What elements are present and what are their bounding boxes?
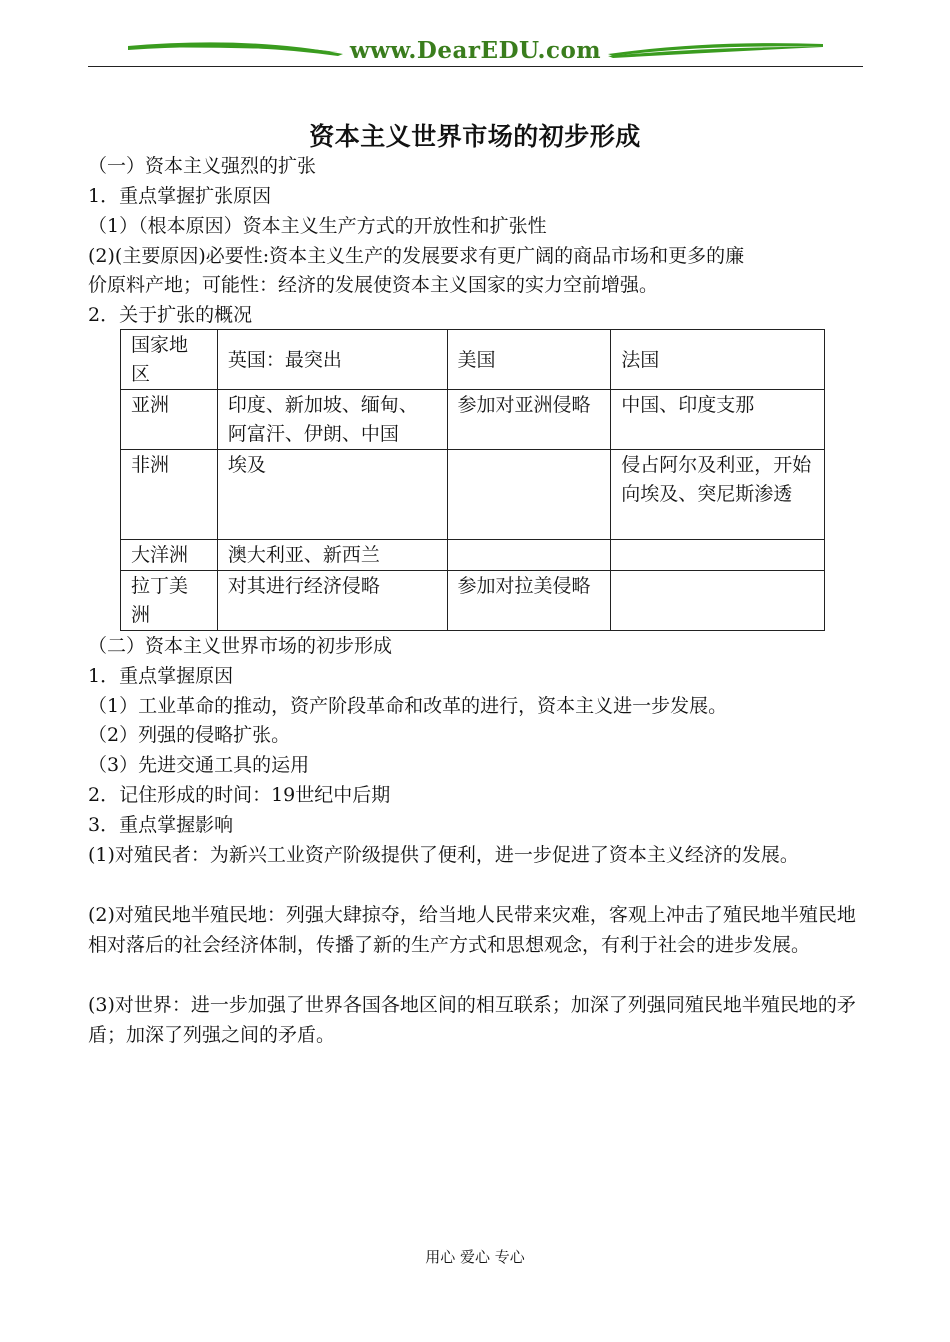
table-cell: 中国、印度支那 [611, 390, 825, 450]
section1-item1-1: （1）（根本原因）资本主义生产方式的开放性和扩张性 [88, 215, 547, 237]
section1-item1-2-line1: (2)(主要原因)必要性:资本主义生产的发展要求有更广阔的商品市场和更多的廉 [88, 245, 745, 267]
effect-colonizers: (1)对殖民者：为新兴工业资产阶级提供了便利，进一步促进了资本主义经济的发展。 [88, 844, 799, 866]
site-logo[interactable]: www.DearEDU.com [349, 37, 602, 64]
table-header-cell: 美国 [447, 330, 611, 390]
table-cell: 印度、新加坡、缅甸、阿富汗、伊朗、中国 [217, 390, 447, 450]
section1-heading: （一）资本主义强烈的扩张 [88, 155, 317, 177]
section2-heading: （二）资本主义世界市场的初步形成 [88, 635, 393, 657]
section2-item1-2: （2）列强的侵略扩张。 [88, 724, 291, 746]
section2-item1: 1．重点掌握原因 [88, 665, 234, 687]
section1-item2: 2．关于扩张的概况 [88, 304, 253, 326]
table-cell: 参加对拉美侵略 [447, 571, 611, 631]
table-cell [447, 450, 611, 540]
table-cell: 非洲 [121, 450, 218, 540]
table-cell: 埃及 [217, 450, 447, 540]
table-row [121, 571, 825, 631]
table-header-cell: 国家地区 [121, 330, 218, 390]
header-banner [88, 34, 863, 70]
table-header-cell: 英国：最突出 [217, 330, 447, 390]
section2-item2: 2．记住形成的时间：19世纪中后期 [88, 784, 391, 806]
section1-item1: 1．重点掌握扩张原因 [88, 185, 272, 207]
effect-colonies: (2)对殖民地半殖民地：列强大肆掠夺，给当地人民带来灾难，客观上冲击了殖民地半殖民地相对落后的社会经济体制，传播了新的生产方式和思想观念，有利于社会的进步发展。 [88, 904, 856, 956]
table-row [121, 450, 825, 540]
table-cell: 澳大利亚、新西兰 [217, 540, 447, 571]
table-cell: 亚洲 [121, 390, 218, 450]
table-cell: 大洋洲 [121, 540, 218, 571]
page-footer: 用心 爱心 专心 [425, 1248, 525, 1266]
section2-item1-1: （1）工业革命的推动，资产阶段革命和改革的进行，资本主义进一步发展。 [88, 695, 728, 717]
table-row [121, 540, 825, 571]
section2-item3: 3．重点掌握影响 [88, 814, 234, 836]
header-divider [88, 66, 863, 67]
section1-item1-2-line2: 价原料产地；可能性：经济的发展使资本主义国家的实力空前增强。 [88, 274, 659, 296]
table-cell [447, 540, 611, 571]
page-title: 资本主义世界市场的初步形成 [309, 122, 641, 151]
section2-item1-3: （3）先进交通工具的运用 [88, 754, 310, 776]
table-cell [611, 540, 825, 571]
table-row [121, 390, 825, 450]
table-cell [611, 571, 825, 631]
table-cell: 对其进行经济侵略 [217, 571, 447, 631]
table-cell: 参加对亚洲侵略 [447, 390, 611, 450]
table-header-cell: 法国 [611, 330, 825, 390]
table-cell: 拉丁美洲 [121, 571, 218, 631]
table-cell: 侵占阿尔及利亚，开始向埃及、突尼斯渗透 [611, 450, 825, 540]
table-header-row [121, 330, 825, 390]
expansion-table [120, 329, 825, 631]
effect-world: (3)对世界：进一步加强了世界各国各地区间的相互联系；加深了列强同殖民地半殖民地的矛盾；加深了列强之间的矛盾。 [88, 994, 856, 1046]
